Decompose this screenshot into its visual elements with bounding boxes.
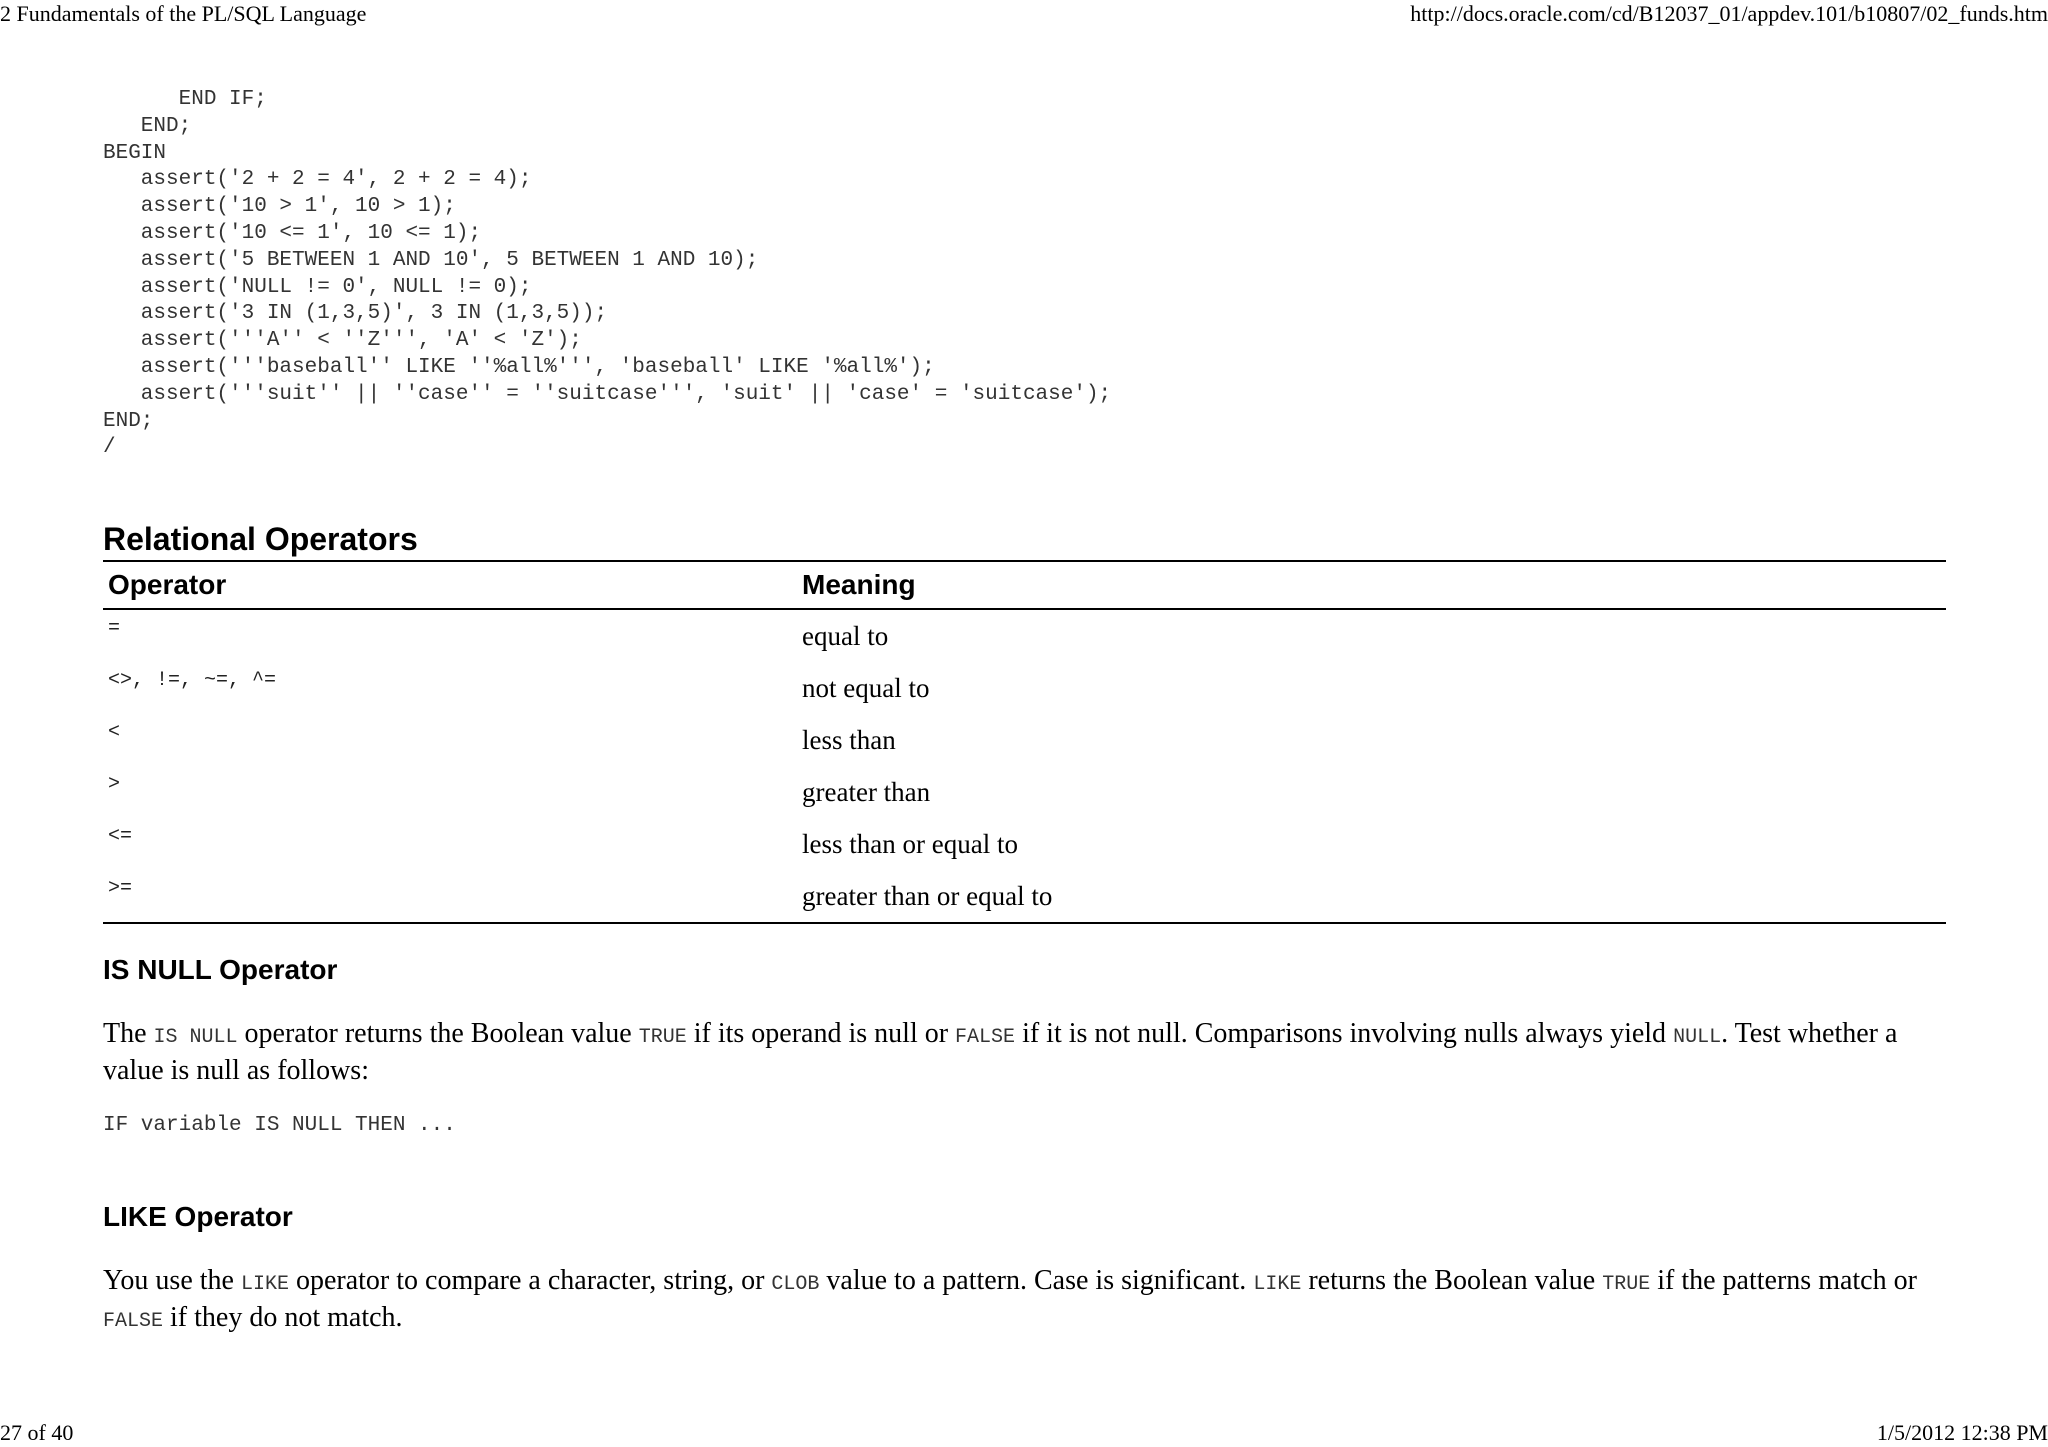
text-run: if they do not match. — [163, 1302, 403, 1333]
text-run: operator to compare a character, string, or — [288, 1265, 772, 1296]
meaning-cell: greater than or equal to — [802, 880, 1053, 911]
table-row — [103, 766, 1946, 818]
code-block-assertions: END IF; END; BEGIN assert('2 + 2 = 4', 2 + 2 = 4); assert('10 > 1', 10 > 1); assert('10 <= 1', 10 <= 1); assert('5 BETWEEN 1 AND 10', 5 BETWEEN 1 AND 10); assert('NULL != 0', NULL != 0); assert('3 IN (1,3,5)', 3 IN (1,3,5)); assert('''A'' < ''Z''', 'A' < 'Z'); assert('''baseball'' LIKE ''%all%''', 'baseball' LIKE '%all%'); assert('''suit'' || ''case'' = ''suitcase''', 'suit' || 'case' = 'suitcase'); END; / — [103, 88, 1112, 460]
is-null-paragraph — [103, 1017, 1946, 1087]
operator-cell: = — [108, 617, 121, 640]
inline-code: LIKE — [1253, 1273, 1302, 1296]
text-run: returns the Boolean value — [1301, 1265, 1603, 1296]
inline-code: CLOB — [771, 1273, 820, 1296]
text-run: if it is not null. Comparisons involving nulls always yield — [1015, 1018, 1674, 1049]
operator-cell: >= — [108, 877, 133, 900]
table-header-row — [103, 561, 1946, 609]
section-heading-is-null-operator: IS NULL Operator — [103, 954, 338, 985]
text-run: The — [103, 1018, 154, 1049]
operator-cell: < — [108, 721, 121, 744]
meaning-cell: not equal to — [802, 672, 930, 703]
column-header-operator: Operator — [103, 561, 797, 609]
meaning-cell: less than or equal to — [802, 828, 1018, 859]
column-header-meaning: Meaning — [797, 561, 1946, 609]
inline-code: FALSE — [103, 1310, 164, 1333]
operator-cell: <>, !=, ~=, ^= — [108, 669, 277, 692]
inline-code: TRUE — [638, 1026, 687, 1049]
text-run: . Test whether a value is null as follows: — [103, 1018, 1898, 1086]
page-header-title: 2 Fundamentals of the PL/SQL Language — [0, 1, 367, 26]
text-run: if the patterns match or — [1650, 1265, 1917, 1296]
table-row — [103, 714, 1946, 766]
meaning-cell: greater than — [802, 776, 931, 807]
page-header-url: http://docs.oracle.com/cd/B12037_01/appdev.101/b10807/02_funds.htm — [1410, 1, 2048, 26]
inline-code: TRUE — [1602, 1273, 1651, 1296]
inline-code: LIKE — [240, 1273, 289, 1296]
text-run: value to a pattern. Case is significant. — [819, 1265, 1254, 1296]
relational-operators-table — [103, 560, 1946, 924]
table-row — [103, 609, 1946, 662]
text-run: operator returns the Boolean value — [237, 1018, 639, 1049]
operator-cell: <= — [108, 825, 133, 848]
meaning-cell: equal to — [802, 620, 889, 651]
text-run: You use the — [103, 1265, 241, 1296]
inline-code: NULL — [1673, 1026, 1722, 1049]
text-run: if its operand is null or — [686, 1018, 956, 1049]
page-footer-datetime: 1/5/2012 12:38 PM — [1876, 1420, 2048, 1445]
table-row — [103, 662, 1946, 714]
inline-code: IS NULL — [153, 1026, 238, 1049]
meaning-cell: less than — [802, 724, 896, 755]
section-heading-like-operator: LIKE Operator — [103, 1201, 293, 1232]
table-row — [103, 870, 1946, 923]
code-block-is-null: IF variable IS NULL THEN ... — [103, 1114, 456, 1137]
like-paragraph — [103, 1264, 1946, 1338]
section-heading-relational-operators: Relational Operators — [103, 521, 418, 557]
table-row — [103, 818, 1946, 870]
page-footer-page-number: 27 of 40 — [0, 1420, 74, 1445]
inline-code: FALSE — [955, 1026, 1016, 1049]
operator-cell: > — [108, 773, 121, 796]
